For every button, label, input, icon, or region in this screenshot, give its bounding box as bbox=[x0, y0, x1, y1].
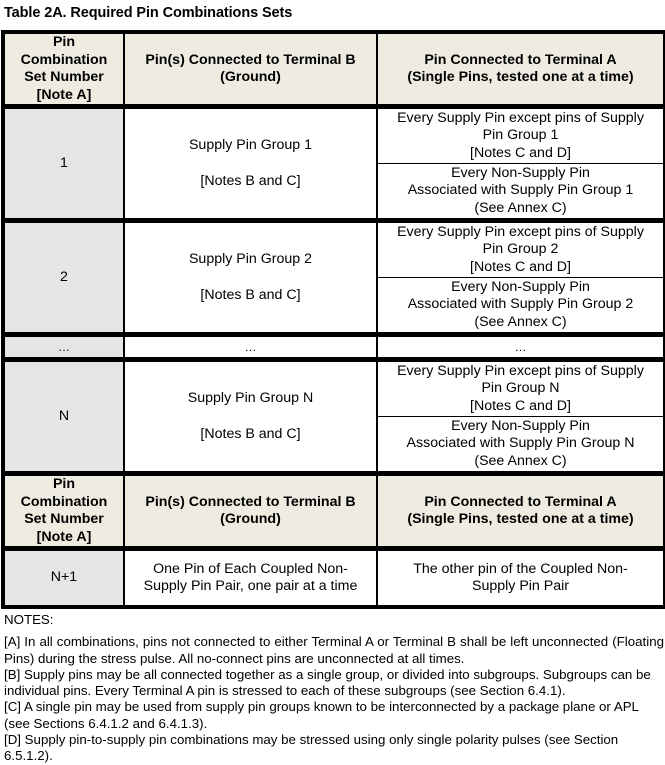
header-text: Combination bbox=[20, 51, 108, 68]
set-number-cell: 1 bbox=[3, 107, 124, 221]
cell-text: Associated with Supply Pin Group 2 bbox=[407, 296, 634, 313]
header-terminal-a bbox=[377, 474, 665, 549]
cell-text: Supply Pin Group 2 bbox=[188, 251, 313, 267]
header-text: Pin bbox=[52, 476, 76, 492]
terminal-a-cell bbox=[377, 549, 665, 608]
terminal-a-cell bbox=[377, 221, 665, 278]
terminal-a-cell bbox=[377, 278, 665, 335]
terminal-b-cell: … bbox=[124, 335, 377, 360]
header-terminal-a bbox=[377, 32, 665, 107]
set-number-cell: N bbox=[3, 360, 124, 474]
header-text: [Note A] bbox=[36, 528, 92, 545]
table-row bbox=[3, 107, 665, 164]
header-terminal-b bbox=[124, 474, 377, 549]
table-header-row bbox=[3, 32, 665, 107]
cell-text: Supply Pin Group N bbox=[187, 390, 314, 406]
table-row-ellipsis bbox=[3, 335, 665, 360]
header-text: Combination bbox=[20, 493, 108, 510]
set-number-cell: N+1 bbox=[3, 549, 124, 608]
terminal-b-cell bbox=[124, 107, 377, 221]
cell-text: Every Supply Pin except pins of Supply bbox=[397, 362, 644, 379]
terminal-a-cell bbox=[377, 417, 665, 474]
cell-text: [Notes B and C] bbox=[200, 425, 301, 442]
cell-text: Supply Pin Pair, one pair at a time bbox=[143, 578, 358, 594]
note-a: [A] In all combinations, pins not connected to either Terminal A or Terminal B shall be left unconnected (Floating Pins) during the stress pulse. All no-connect pins are unconnected at all times. bbox=[4, 634, 664, 666]
cell-text: (See Annex C) bbox=[474, 199, 567, 216]
header-set-number bbox=[3, 474, 124, 549]
cell-text: (See Annex C) bbox=[474, 313, 567, 330]
terminal-a-cell bbox=[377, 107, 665, 164]
header-text: Pin Connected to Terminal A bbox=[424, 51, 617, 68]
terminal-b-cell bbox=[124, 221, 377, 335]
header-text: [Note A] bbox=[36, 86, 92, 103]
terminal-b-cell bbox=[124, 549, 377, 608]
cell-text: Pin Group 1 bbox=[482, 127, 559, 144]
pin-combinations-table bbox=[1, 30, 665, 609]
table-row bbox=[3, 221, 665, 278]
header-text: Pin bbox=[52, 34, 76, 50]
cell-text: [Notes C and D] bbox=[470, 397, 571, 414]
table-row bbox=[3, 360, 665, 417]
cell-text: Pin Group N bbox=[481, 380, 560, 397]
cell-text: Pin Group 2 bbox=[482, 241, 559, 258]
notes-heading: NOTES: bbox=[4, 612, 54, 627]
terminal-b-cell bbox=[124, 360, 377, 474]
cell-text: [Notes C and D] bbox=[470, 258, 571, 275]
header-text: (Ground) bbox=[220, 69, 281, 85]
cell-text: Every Supply Pin except pins of Supply bbox=[397, 223, 644, 240]
cell-text: Every Non-Supply Pin bbox=[451, 164, 590, 181]
cell-text: [Notes C and D] bbox=[470, 144, 571, 161]
header-text: Pin Connected to Terminal A bbox=[424, 493, 617, 510]
cell-text: Every Supply Pin except pins of Supply bbox=[397, 109, 644, 126]
note-d: [D] Supply pin-to-supply pin combinations may be stressed using only single polarity pulses (see Section 6.5.1.2). bbox=[4, 732, 619, 764]
cell-text: Supply Pin Pair bbox=[472, 578, 569, 594]
header-terminal-b bbox=[124, 32, 377, 107]
terminal-a-cell bbox=[377, 164, 665, 221]
cell-text: Associated with Supply Pin Group N bbox=[406, 435, 635, 452]
cell-text: Associated with Supply Pin Group 1 bbox=[407, 182, 634, 199]
cell-text: [Notes B and C] bbox=[200, 172, 301, 189]
table-row bbox=[3, 549, 665, 608]
cell-text: The other pin of the Coupled Non- bbox=[413, 560, 628, 577]
header-text: Pin(s) Connected to Terminal B bbox=[145, 493, 356, 510]
set-number-cell: … bbox=[3, 335, 124, 360]
header-text: (Ground) bbox=[220, 511, 281, 527]
header-text: Set Number bbox=[24, 511, 104, 527]
cell-text: [Notes B and C] bbox=[200, 286, 301, 303]
cell-text: Every Non-Supply Pin bbox=[451, 417, 590, 434]
header-text: (Single Pins, tested one at a time) bbox=[407, 69, 634, 85]
cell-text: Supply Pin Group 1 bbox=[188, 137, 313, 153]
header-text: Set Number bbox=[24, 69, 104, 85]
table-header-row-repeat bbox=[3, 474, 665, 549]
cell-text: (See Annex C) bbox=[474, 452, 567, 469]
notes-section bbox=[4, 612, 664, 765]
terminal-a-cell: … bbox=[377, 335, 665, 360]
set-number-cell: 2 bbox=[3, 221, 124, 335]
table-title: Table 2A. Required Pin Combinations Sets bbox=[4, 5, 293, 21]
note-c: [C] A single pin may be used from supply pin groups known to be interconnected by a package plane or APL (see Sections 6.4.1.2 and 6.4.1.3). bbox=[4, 699, 639, 731]
note-b: [B] Supply pins may be all connected together as a single group, or divided into subgroups. Subgroups can be individual pins. Every Terminal A pin is stressed to each of these subgroups (see Section 6.4.1). bbox=[4, 666, 651, 699]
cell-text: Every Non-Supply Pin bbox=[451, 278, 590, 295]
header-text: Pin(s) Connected to Terminal B bbox=[145, 51, 356, 68]
header-text: (Single Pins, tested one at a time) bbox=[407, 511, 634, 527]
header-set-number bbox=[3, 32, 124, 107]
terminal-a-cell bbox=[377, 360, 665, 417]
cell-text: One Pin of Each Coupled Non- bbox=[153, 560, 348, 577]
